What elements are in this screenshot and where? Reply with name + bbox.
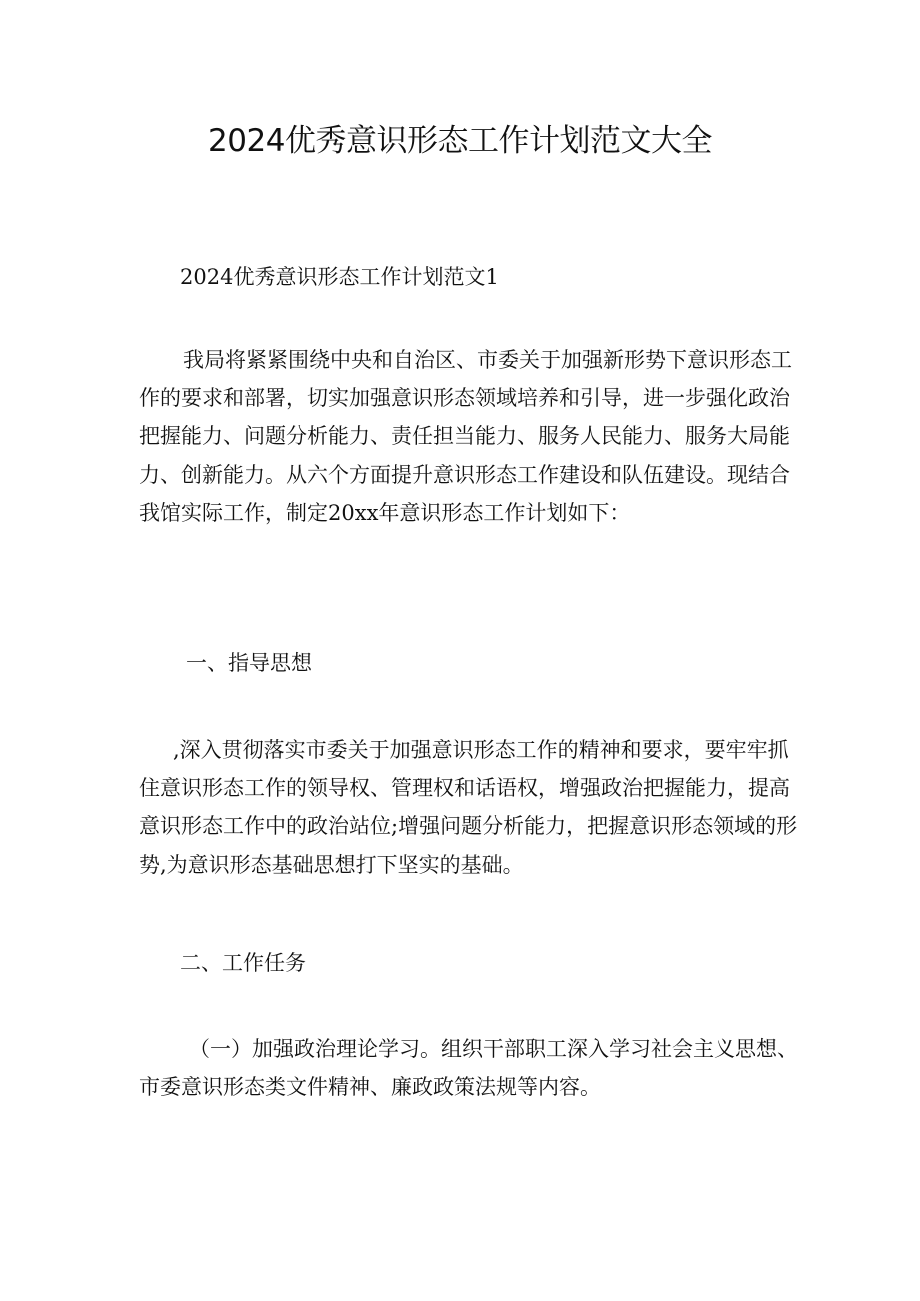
section-heading-guiding-ideology: 一、指导思想 [186, 651, 312, 675]
intro-paragraph: 我局将紧紧围绕中央和自治区、市委关于加强新形势下意识形态工作的要求和部署，切实加强意识形态领域培养和引导，进一步强化政治把握能力、问题分析能力、责任担当能力、服务人民能力、服务大局能力、创新能力。从六个方面提升意识形态工作建设和队伍建设。现结合我馆实际工作，制定20xx年意识形态工作计划如下： [139, 348, 792, 525]
document-title: 2024优秀意识形态工作计划范文大全 [208, 123, 712, 159]
document-subtitle: 2024优秀意识形态工作计划范文1 [180, 265, 499, 289]
task-one-paragraph: （一）加强政治理论学习。组织干部职工深入学习社会主义思想、市委意识形态类文件精神、廉政政策法规等内容。 [139, 1037, 798, 1100]
section-heading-work-tasks: 二、工作任务 [180, 951, 306, 975]
guiding-ideology-paragraph: ,深入贯彻落实市委关于加强意识形态工作的精神和要求，要牢牢抓住意识形态工作的领导权、管理权和话语权，增强政治把握能力，提高意识形态工作中的政治站位;增强问题分析能力，把握意识形态领域的形势,为意识形态基础思想打下坚实的基础。 [139, 738, 798, 877]
